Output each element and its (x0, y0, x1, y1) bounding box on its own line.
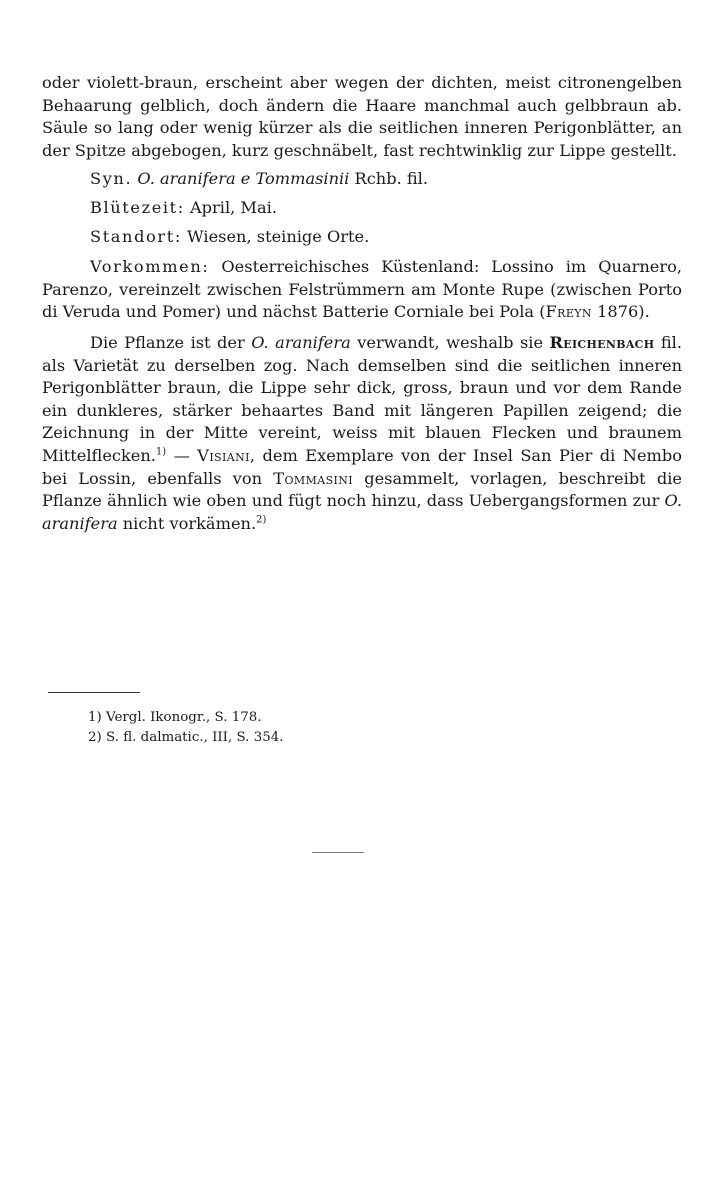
paragraph-discussion (42, 332, 682, 535)
discussion-t6: , dem Exemplare von der Insel San Pier di Nembo bei Lossin, ebenfalls von (42, 445, 682, 488)
discussion-t5: — (166, 445, 198, 465)
vorkommen-text: Oesterreichisches Küstenland: Lossino im Quarnero, Parenzo, vereinzelt zwischen Felstrümmern am Monte Rupe (zwischen Porto di Veruda und Pomer) und nächst Batterie Corniale bei Pola (42, 257, 682, 322)
footnote-divider (48, 692, 140, 693)
author-tommasini: Tommasini (273, 468, 354, 488)
synonym-line (42, 168, 682, 191)
paragraph-description (42, 72, 682, 162)
vorkommen-label: Vorkommen: (90, 257, 210, 277)
footnote-1: 1) Vergl. Ikonogr., S. 178. (88, 710, 262, 725)
vorkommen-cite-year: 1876). (597, 302, 650, 322)
standort-value: Wiesen, steinige Orte. (187, 226, 370, 246)
end-divider (312, 852, 364, 853)
author-visiani: Visiani (197, 445, 250, 465)
footnotes (88, 708, 488, 748)
footnote-2: 2) S. fl. dalmatic., III, S. 354. (88, 730, 284, 745)
standort-line (42, 226, 682, 249)
discussion-t7: gesammelt, vorlagen, beschreibt die Pflanze ähnlich wie oben und fügt noch hinzu, dass Uebergangsformen zur (42, 468, 682, 511)
discussion-t9: nicht vorkämen. (117, 513, 257, 533)
main-text (42, 72, 682, 535)
synonym-name: O. aranifera e Tommasinii (137, 169, 350, 189)
vorkommen-paragraph (42, 256, 682, 324)
discussion-t4: fil. als Varietät zu derselben zog. Nach demselben sind die seitlichen inneren Perigonblätter braun, die Lippe sehr dick, gross, braun und vor dem Rande ein dunkleres, stärker behaartes Band mit längeren Papillen zeigend; die Zeichnung in der Mitte vereint, weiss mit blauen Flecken und braunem Mittelflecken. (42, 332, 683, 465)
footnote-ref-2: 2) (256, 514, 267, 526)
bluetezeit-value: April, Mai. (189, 197, 277, 217)
description-text: oder violett-braun, erscheint aber wegen der dichten, meist citronengelben Behaarung gelblich, doch ändern die Haare manchmal auch gelbbraun ab. Säule so lang oder wenig kürzer als die seitlichen inneren Perigonblätter, an der Spitze abgebogen, kurz geschnäbelt, fast rechtwinklig zur Lippe gestellt. (42, 73, 682, 160)
footnote-ref-1: 1) (155, 446, 167, 458)
vorkommen-cite-open: ( (539, 302, 546, 322)
discussion-taxon-2: O. aranifera (42, 491, 682, 533)
discussion-t1: Die Pflanze ist der (90, 332, 252, 352)
author-reichenbach: Reichenbach (549, 332, 655, 352)
discussion-taxon-1: O. aranifera (251, 332, 351, 352)
synonym-author: Rchb. fil. (354, 169, 428, 189)
vorkommen-cite-author: Freyn (545, 302, 592, 322)
standort-label: Standort: (90, 226, 182, 246)
bluetezeit-line (42, 197, 682, 220)
discussion-t3: verwandt, weshalb sie (350, 332, 550, 352)
synonym-label: Syn. (90, 169, 133, 189)
bluetezeit-label: Blütezeit: (90, 197, 185, 217)
